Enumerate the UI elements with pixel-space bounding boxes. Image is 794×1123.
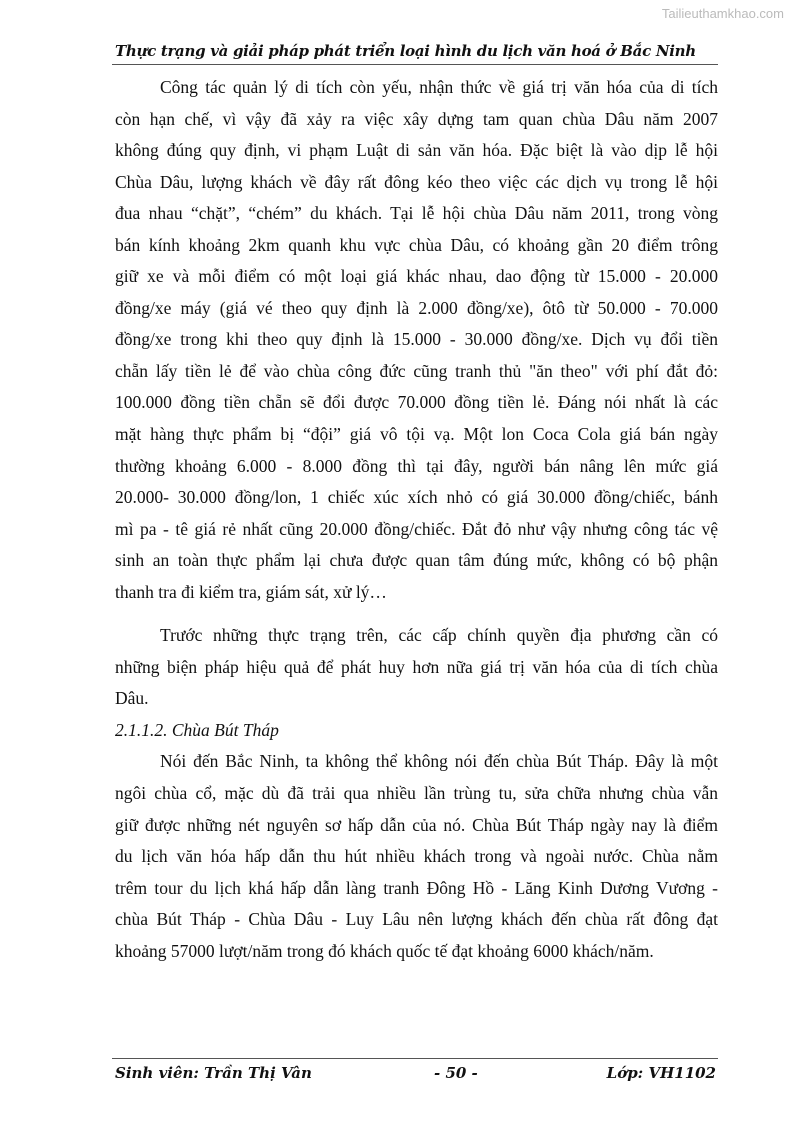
paragraph-line: những biện pháp hiệu quả để phát huy hơn nữa giá trị văn hóa của di tích chùa xyxy=(115,656,718,677)
paragraph-line: đồng/xe trong khi theo quy định là 15.000 - 30.000 đồng/xe. Dịch vụ đổi tiền xyxy=(115,329,718,350)
paragraph-line: Nói đến Bắc Ninh, ta không thể không nói đến chùa Bút Tháp. Đây là một xyxy=(160,751,718,772)
paragraph-line: mì pa - tê giá rẻ nhất cũng 20.000 đồng/chiếc. Đắt đỏ như vậy nhưng công tác vệ xyxy=(115,518,718,539)
paragraph-line: khoảng 57000 lượt/năm trong đó khách quốc tế đạt khoảng 6000 khách/năm. xyxy=(115,940,654,961)
header-rule xyxy=(112,64,718,65)
paragraph-line: đồng/xe máy (giá vé theo quy định là 2.000 đồng/xe), ôtô từ 50.000 - 70.000 xyxy=(115,297,718,318)
footer-student: Sinh viên: Trần Thị Vân xyxy=(115,1064,312,1082)
paragraph-line: Công tác quản lý di tích còn yếu, nhận thức về giá trị văn hóa của di tích xyxy=(160,77,718,97)
paragraph-line: không đúng quy định, vi phạm Luật di sản văn hóa. Đặc biệt là vào dịp lễ hội xyxy=(115,140,718,161)
paragraph-line: chẵn lấy tiền lẻ để vào chùa công đức cũng tranh thủ "ăn theo" với phí đắt đỏ: xyxy=(115,360,718,381)
section-heading: 2.1.1.2. Chùa Bút Tháp xyxy=(115,719,279,740)
paragraph-line: 20.000- 30.000 đồng/lon, 1 chiếc xúc xích nhỏ có giá 30.000 đồng/chiếc, bánh xyxy=(115,487,718,508)
paragraph-line: du lịch văn hóa hấp dẫn thu hút nhiều khách trong và ngoài nước. Chùa nằm xyxy=(115,846,718,867)
paragraph-line: giữ được những nét nguyên sơ hấp dẫn của nó. Chùa Bút Tháp ngày nay là điểm xyxy=(115,814,718,835)
footer-rule xyxy=(112,1058,718,1059)
paragraph-line: đua nhau “chặt”, “chém” du khách. Tại lễ hội chùa Dâu năm 2011, trong vòng xyxy=(115,203,718,224)
body-text xyxy=(115,72,718,967)
watermark: Tailieuthamkhao.com xyxy=(661,6,784,21)
running-header: Thực trạng và giải pháp phát triển loại hình du lịch văn hoá ở Bắc Ninh xyxy=(115,42,696,60)
paragraph-line: Dâu. xyxy=(115,688,149,709)
paragraph-line: chùa Bút Tháp - Chùa Dâu - Luy Lâu nên lượng khách đến chùa rất đông đạt xyxy=(115,909,718,930)
paragraph-line: 100.000 đồng tiền chẵn sẽ đổi được 70.000 đồng tiền lẻ. Đáng nói nhất là các xyxy=(115,392,718,413)
footer-page-number: - 50 - xyxy=(434,1064,478,1082)
paragraph-line: Trước những thực trạng trên, các cấp chính quyền địa phương cần có xyxy=(160,625,718,646)
paragraph-line: thường khoảng 6.000 - 8.000 đồng thì tại đây, người bán nâng lên mức giá xyxy=(115,455,718,476)
paragraph-line: còn hạn chế, vì vậy đã xảy ra việc xây dựng tam quan chùa Dâu năm 2007 xyxy=(115,108,718,129)
paragraph-line: ngôi chùa cổ, mặc dù đã trải qua nhiều lần trùng tu, sửa chữa nhưng chùa vẫn xyxy=(115,783,718,804)
footer-class: Lớp: VH1102 xyxy=(606,1064,716,1082)
paragraph-line: trêm tour du lịch khá hấp dẫn làng tranh Đông Hồ - Lăng Kinh Dương Vương - xyxy=(115,877,718,898)
paragraph-line: mặt hàng thực phẩm bị “đội” giá vô tội vạ. Một lon Coca Cola giá bán ngày xyxy=(115,424,718,445)
paragraph-line: thanh tra đi kiểm tra, giám sát, xử lý… xyxy=(115,581,387,602)
paragraph-line: sinh an toàn thực phẩm lại chưa được quan tâm đúng mức, không có bộ phận xyxy=(115,550,718,571)
paragraph-line: giữ xe và mỗi điểm có một loại giá khác nhau, dao động từ 15.000 - 20.000 xyxy=(115,266,718,287)
paragraph-line: Chùa Dâu, lượng khách về đây rất đông kéo theo việc các dịch vụ trong lễ hội xyxy=(115,171,718,192)
paragraph-line: bán kính khoảng 2km quanh khu vực chùa Dâu, có khoảng gần 20 điểm trông xyxy=(115,234,718,255)
